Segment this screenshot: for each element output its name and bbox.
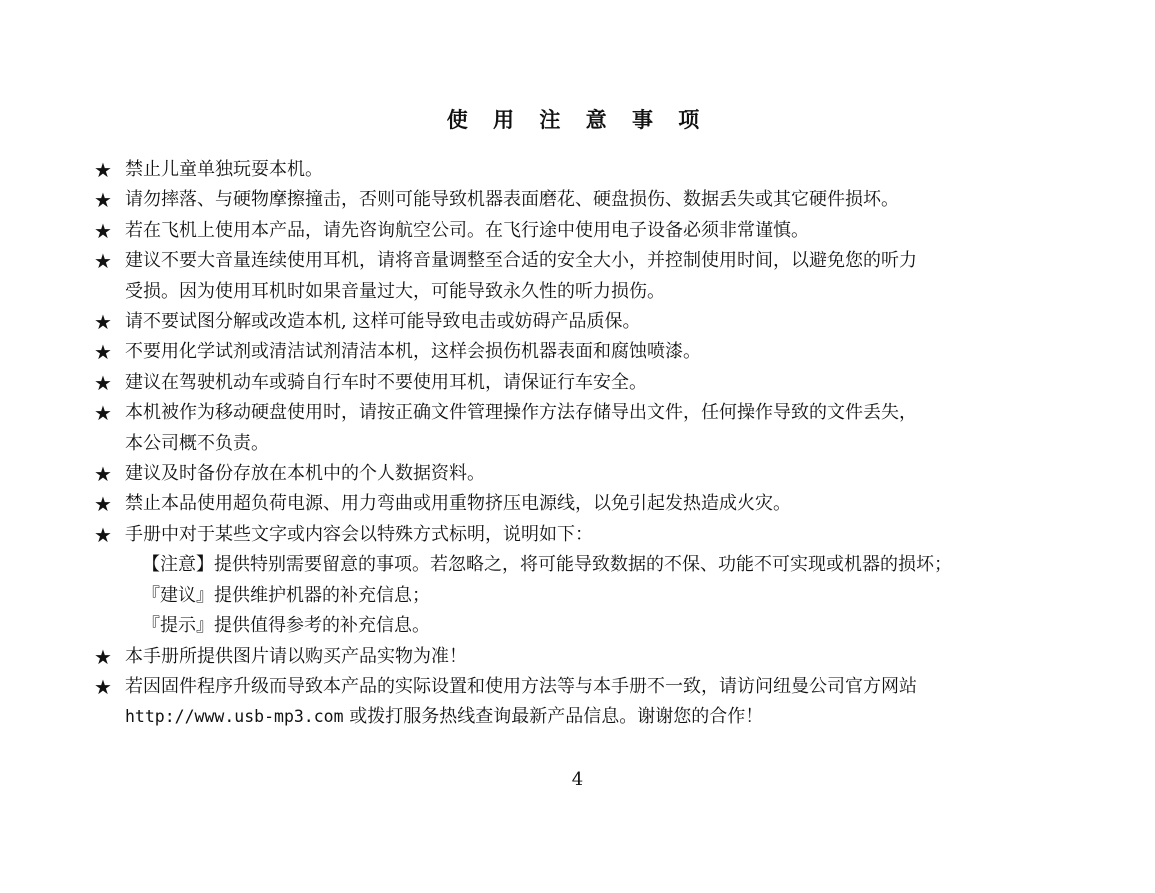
item-text: 本机被作为移动硬盘使用时，请按正确文件管理操作方法存储导出文件，任何操作导致的文件丢失，: [125, 402, 917, 424]
list-item: [94, 307, 1084, 337]
item-text: 若因固件程序升级而导致本产品的实际设置和使用方法等与本手册不一致，请访问纽曼公司官方网站: [125, 675, 917, 697]
item-text: 禁止儿童单独玩耍本机。: [125, 159, 323, 180]
star-icon: ★: [94, 249, 112, 274]
list-item: [94, 489, 1084, 519]
list-item: [94, 155, 1084, 185]
item-text: 建议不要大音量连续使用耳机，请将音量调整至合适的安全大小，并控制使用时间，以避免您的听力: [125, 250, 917, 272]
star-icon: ★: [94, 674, 112, 699]
page-number: 4: [571, 769, 584, 790]
star-icon: ★: [94, 340, 112, 365]
item-text: 手册中对于某些文字或内容会以特殊方式标明，说明如下：: [125, 523, 593, 545]
item-text: 请不要试图分解或改造本机, 这样可能导致电击或妨碍产品质保。: [125, 311, 641, 333]
list-item: [94, 398, 1084, 459]
note-tip: 『提示』提供值得参考的补充信息。: [142, 615, 430, 637]
item-text: 不要用化学试剂或清洁试剂清洁本机，这样会损伤机器表面和腐蚀喷漆。: [125, 341, 701, 363]
star-icon: ★: [94, 522, 112, 547]
page-title: 使 用 注 意 事 项: [446, 108, 709, 132]
star-icon: ★: [94, 158, 112, 182]
item-text-suffix: 或拨打服务热线查询最新产品信息。谢谢您的合作！: [343, 706, 764, 728]
star-icon: ★: [94, 370, 112, 395]
item-text: 建议在驾驶机动车或骑自行车时不要使用耳机，请保证行车安全。: [125, 371, 647, 393]
star-icon: ★: [94, 310, 112, 335]
list-item: [94, 368, 1084, 398]
item-text: 禁止本品使用超负荷电源、用力弯曲或用重物挤压电源线，以免引起发热造成火灾。: [125, 493, 791, 515]
list-item: [94, 337, 1084, 367]
star-icon: ★: [94, 401, 112, 426]
website-link[interactable]: http://www.usb-mp3.com: [125, 707, 344, 727]
list-item: [94, 520, 1084, 642]
list-item: [94, 216, 1084, 246]
item-text-continued: 受损。因为使用耳机时如果音量过大，可能导致永久性的听力损伤。: [125, 280, 665, 302]
star-icon: ★: [94, 188, 112, 213]
item-text: 本手册所提供图片请以购买产品实物为准！: [125, 645, 467, 667]
note-suggestion: 『建议』提供维护机器的补充信息；: [142, 584, 430, 606]
item-text: 建议及时备份存放在本机中的个人数据资料。: [125, 463, 485, 485]
list-item: [94, 672, 1084, 733]
note-attention: 【注意】提供特别需要留意的事项。若忽略之，将可能导致数据的不保、功能不可实现或机器的损坏；: [142, 554, 952, 576]
item-text: 请勿摔落、与硬物摩擦撞击，否则可能导致机器表面磨花、硬盘损伤、数据丢失或其它硬件损坏。: [125, 189, 899, 211]
item-text: 若在飞机上使用本产品，请先咨询航空公司。在飞行途中使用电子设备必须非常谨慎。: [125, 219, 809, 241]
item-text-continued: [125, 702, 1084, 732]
list-item: [94, 185, 1084, 215]
list-item: [94, 459, 1084, 489]
list-item: [94, 246, 1084, 307]
star-icon: ★: [94, 644, 112, 669]
star-icon: ★: [94, 218, 112, 243]
star-icon: ★: [94, 462, 112, 487]
list-item: [94, 642, 1084, 672]
item-text-continued: 本公司概不负责。: [125, 432, 269, 454]
usage-notes-list: [94, 155, 1084, 733]
star-icon: ★: [94, 492, 112, 517]
